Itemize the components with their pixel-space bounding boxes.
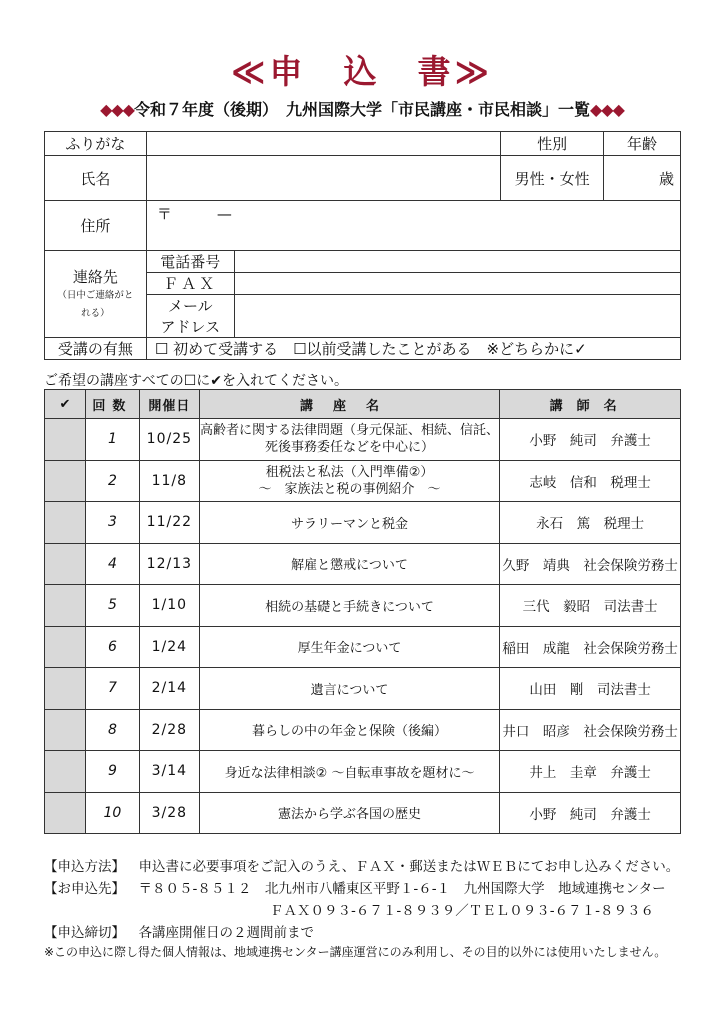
name-label: 氏名 (45, 156, 147, 201)
row-lecture: 憲法から学ぶ各国の歴史 (199, 792, 499, 834)
row-lecture: 身近な法律相談② ～自転車事故を題材に～ (199, 751, 499, 793)
row-checkbox[interactable] (45, 543, 86, 585)
row-checkbox[interactable] (45, 668, 86, 710)
table-row (45, 502, 681, 544)
attendance-label: 受講の有無 (45, 338, 147, 360)
mail-label-2: アドレス (146, 316, 234, 338)
row-date: 2/28 (139, 709, 199, 751)
destination-key: 【お申込先】 (44, 881, 125, 897)
row-date: 12/13 (139, 543, 199, 585)
row-lecture: 遺言について (199, 668, 499, 710)
name-field[interactable] (146, 156, 500, 201)
row-checkbox[interactable] (45, 460, 86, 502)
row-number: 7 (85, 668, 139, 710)
fax-label: ＦＡＸ (146, 273, 234, 295)
row-number: 3 (85, 502, 139, 544)
table-row (45, 668, 681, 710)
row-date: 10/25 (139, 419, 199, 461)
row-lecture: 厚生年金について (199, 626, 499, 668)
table-row (45, 792, 681, 834)
row-lecturer: 井口 昭彦 社会保険労務士 (500, 709, 681, 751)
table-row (45, 585, 681, 627)
row-checkbox[interactable] (45, 626, 86, 668)
header-number: 回数 (85, 390, 139, 419)
diamond-left-icon: ◆◆◆ (100, 100, 134, 119)
footer-method (44, 855, 679, 875)
row-lecture: サラリーマンと税金 (199, 502, 499, 544)
row-number: 10 (85, 792, 139, 834)
header-lecturer: 講師名 (500, 390, 681, 419)
deadline-text: 各講座開催日の２週間前まで (138, 925, 314, 941)
row-checkbox[interactable] (45, 751, 86, 793)
header-date: 開催日 (139, 390, 199, 419)
phone-label: 電話番号 (146, 251, 234, 273)
row-number: 1 (85, 419, 139, 461)
row-number: 5 (85, 585, 139, 627)
address-field[interactable] (146, 201, 680, 251)
row-date: 11/22 (139, 502, 199, 544)
row-number: 4 (85, 543, 139, 585)
row-lecture: 暮らしの中の年金と保険（後編） (199, 709, 499, 751)
row-date: 2/14 (139, 668, 199, 710)
row-lecturer: 志岐 信和 税理士 (500, 460, 681, 502)
destination-text: 〒８０５-８５１２ 北九州市八幡東区平野１-６-１ 九州国際大学 地域連携センター (138, 881, 666, 897)
instruction-text: ご希望の講座すべての☐に✔を入れてください。 (44, 373, 349, 389)
mail-field[interactable] (234, 295, 680, 338)
contact-note: （日中ご連絡がとれる） (57, 289, 134, 319)
privacy-note: ※この申込に際し得た個人情報は、地域連携センター講座運営にのみ利用し、その目的以外には使用いたしません。 (44, 945, 667, 959)
table-row (45, 626, 681, 668)
row-number: 2 (85, 460, 139, 502)
method-key: 【申込方法】 (44, 859, 125, 875)
row-date: 11/8 (139, 460, 199, 502)
row-number: 6 (85, 626, 139, 668)
row-date: 1/24 (139, 626, 199, 668)
row-checkbox[interactable] (45, 792, 86, 834)
table-row (45, 543, 681, 585)
diamond-right-icon: ◆◆◆ (590, 100, 624, 119)
table-row (45, 751, 681, 793)
gender-field[interactable]: 男性・女性 (501, 156, 604, 201)
page-subtitle (0, 97, 724, 120)
row-lecturer: 久野 靖典 社会保険労務士 (500, 543, 681, 585)
applicant-form (44, 131, 681, 360)
header-lecture: 講座名 (199, 390, 499, 419)
row-lecturer: 永石 篤 税理士 (500, 502, 681, 544)
row-checkbox[interactable] (45, 709, 86, 751)
deadline-key: 【申込締切】 (44, 925, 125, 941)
footer-destination (44, 877, 666, 897)
row-checkbox[interactable] (45, 502, 86, 544)
table-row (45, 460, 681, 502)
address-label: 住所 (45, 201, 147, 251)
footer-contact: ＦＡＸ０９３-６７１-８９３９／ＴＥＬ０９３-６７１-８９３６ (270, 903, 654, 919)
header-check: ✔ (45, 390, 86, 419)
row-lecturer: 井上 圭章 弁護士 (500, 751, 681, 793)
furigana-label: ふりがな (45, 132, 147, 156)
phone-field[interactable] (234, 251, 680, 273)
attendance-options[interactable]: ☐ 初めて受講する ☐以前受講したことがある ※どちらかに✓ (146, 338, 680, 360)
row-number: 8 (85, 709, 139, 751)
table-row (45, 709, 681, 751)
table-row (45, 419, 681, 461)
row-lecturer: 小野 純司 弁護士 (500, 792, 681, 834)
age-suffix: 歳 (658, 169, 674, 188)
mail-label-1: メール (146, 295, 234, 317)
age-label: 年齢 (604, 132, 681, 156)
page-title: ≪申 込 書≫ (230, 52, 494, 91)
row-lecturer: 小野 純司 弁護士 (500, 419, 681, 461)
postal-mark: 〒 — (156, 205, 232, 223)
row-lecturer: 山田 剛 司法書士 (500, 668, 681, 710)
furigana-field[interactable] (146, 132, 500, 156)
footer-deadline (44, 921, 314, 941)
row-date: 3/14 (139, 751, 199, 793)
row-checkbox[interactable] (45, 585, 86, 627)
row-lecture: 高齢者に関する法律問題（身元保証、相続、信託、死後事務委任などを中心に） (199, 419, 499, 461)
row-lecture: 解雇と懲戒について (199, 543, 499, 585)
subtitle-text: 令和７年度（後期） 九州国際大学「市民講座・市民相談」一覧 (133, 100, 590, 119)
row-lecture: 租税法と私法（入門準備②） ～ 家族法と税の事例紹介 ～ (199, 460, 499, 502)
row-date: 3/28 (139, 792, 199, 834)
row-date: 1/10 (139, 585, 199, 627)
row-checkbox[interactable] (45, 419, 86, 461)
contact-label: 連絡先 (72, 267, 118, 286)
fax-field[interactable] (234, 273, 680, 295)
row-lecture: 相続の基礎と手続きについて (199, 585, 499, 627)
contact-label-cell (45, 251, 147, 338)
gender-label: 性別 (501, 132, 604, 156)
row-number: 9 (85, 751, 139, 793)
method-text: 申込書に必要事項をご記入のうえ、ＦＡＸ・郵送またはＷＥＢにてお申し込みください。 (138, 859, 680, 875)
age-field[interactable] (604, 156, 681, 201)
row-lecturer: 三代 毅昭 司法書士 (500, 585, 681, 627)
row-lecturer: 稲田 成龍 社会保険労務士 (500, 626, 681, 668)
course-table (44, 389, 681, 834)
